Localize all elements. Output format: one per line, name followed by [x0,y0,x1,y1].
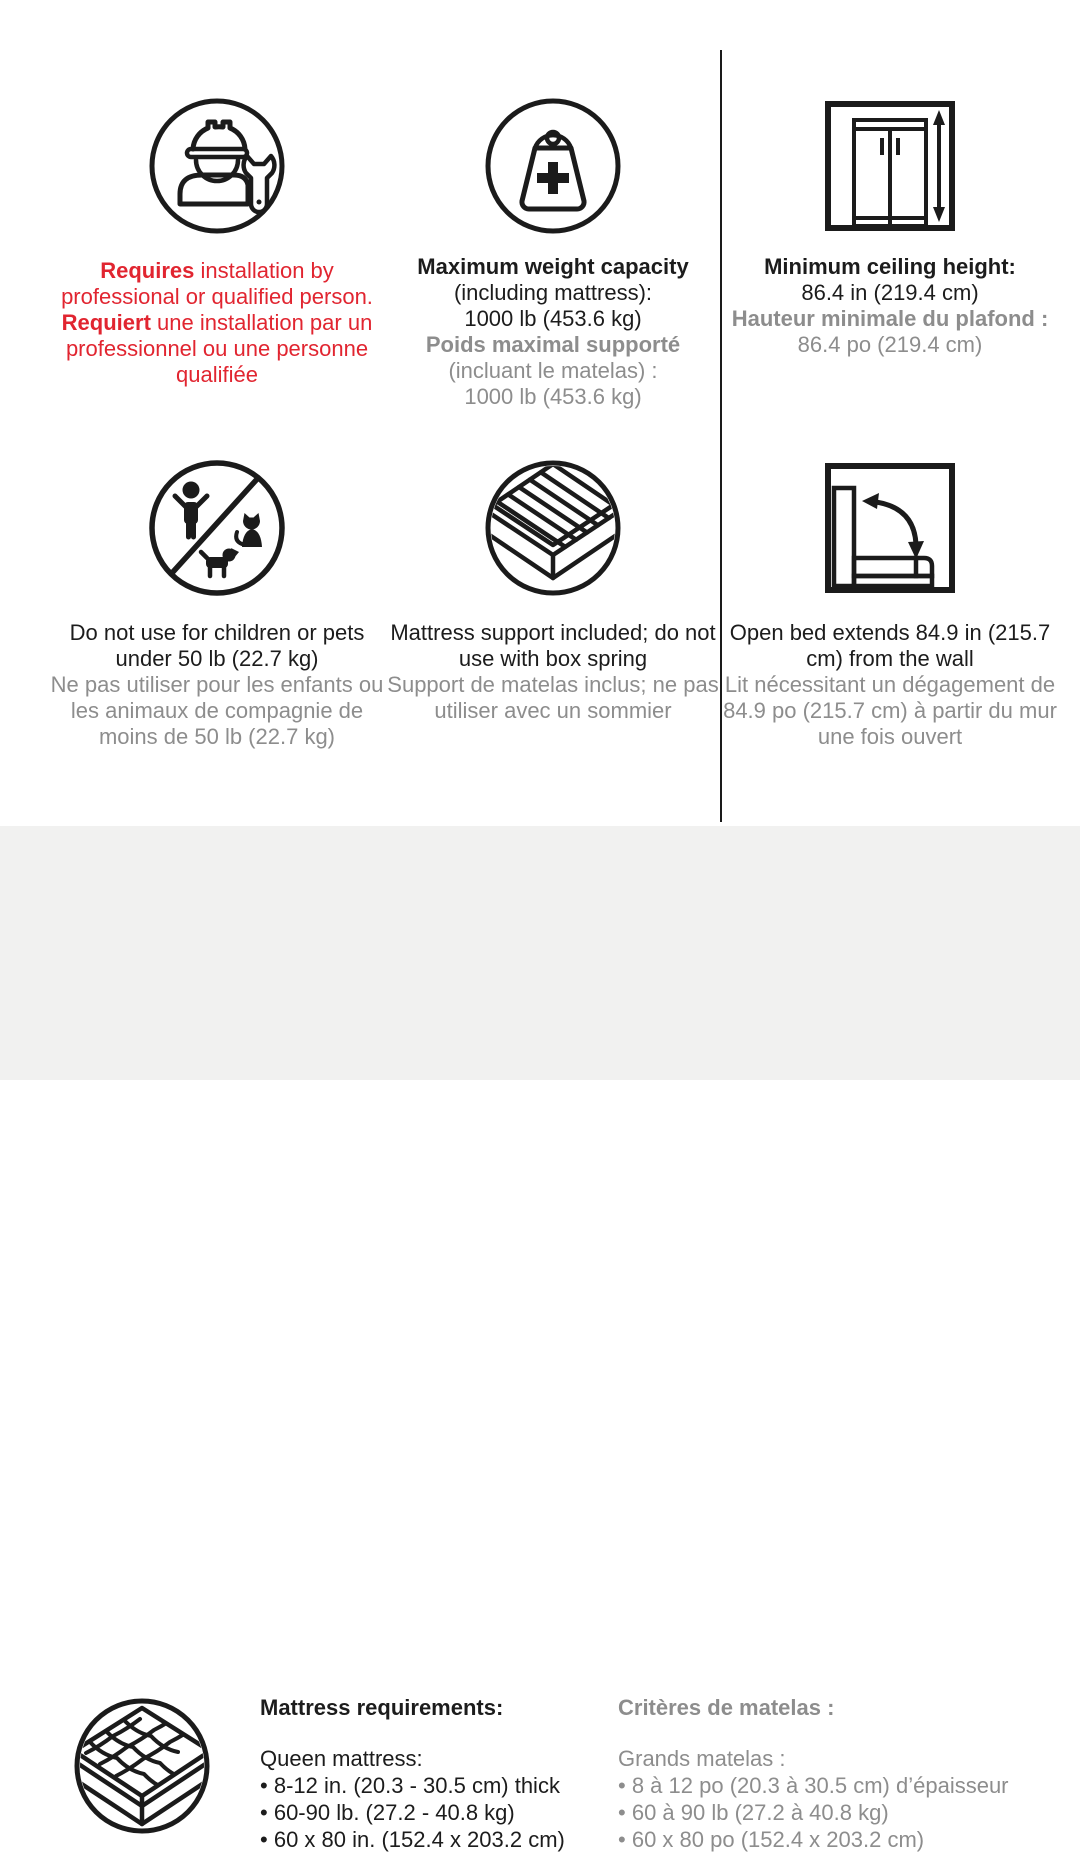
mattress-requirements-subtitle-en: Queen mattress: [260,1746,423,1771]
open-bed-text [712,620,1068,750]
weight-value-fr: 1000 lb (453.6 kg) [464,384,642,409]
ceiling-value-fr: 86.4 po (219.4 cm) [797,332,983,357]
mattress-requirements-band [0,826,1080,1852]
slatted-mattress-support-icon [382,458,724,598]
no-children-pets-icon [42,458,392,598]
list-item: • 8 à 12 po (20.3 à 30.5 cm) d’épaisseur [618,1772,1068,1799]
list-item: • 8-12 in. (20.3 - 30.5 cm) thick [260,1772,600,1799]
ceiling-height-block [712,96,1068,358]
mattress-requirements-en [260,1694,600,1853]
mattress-support-text-fr: Support de matelas inclus; ne pas utiliser avec un sommier [387,672,719,723]
mattress-support-text-en: Mattress support included; do not use with box spring [390,620,716,671]
weight-title-fr: Poids maximal supporté [425,332,681,357]
no-children-pets-block [42,458,392,772]
mattress-requirements-list-fr [618,1772,1068,1853]
tufted-mattress-icon [72,1696,212,1836]
installation-text-en: Requires installation by professional or qualified person. [61,258,373,309]
worker-hardhat-wrench-icon [42,96,392,236]
installation-text [42,258,392,388]
mattress-requirements-list-en [260,1772,600,1853]
no-children-pets-text-en: Do not use for children or pets under 50 lb (22.7 kg) [69,620,365,671]
weight-line2-fr: (incluant le matelas) : [448,358,658,383]
open-bed-text-fr: Lit nécessitant un dégagement de 84.9 po (215.7 cm) à partir du mur une fois ouvert [723,672,1057,749]
weight-title-en: Maximum weight capacity [417,254,689,279]
requires-word: Requires [100,258,195,283]
weight-capacity-block [382,96,724,410]
mattress-requirements-title-en: Mattress requirements: [260,1695,504,1720]
ceiling-title-fr: Hauteur minimale du plafond : [731,306,1049,331]
mattress-requirements-fr [618,1694,1068,1853]
list-item: • 60 x 80 in. (152.4 x 203.2 cm) [260,1826,600,1853]
list-item: • 60 x 80 po (152.4 x 203.2 cm) [618,1826,1068,1853]
open-bed-text-en: Open bed extends 84.9 in (215.7 cm) from the wall [729,620,1051,671]
weight-line2-en: (including mattress): [453,280,653,305]
open-bed-extension-block [712,458,1068,772]
ceiling-value-en: 86.4 in (219.4 cm) [801,280,979,305]
no-children-pets-text [42,620,392,750]
weight-value-en: 1000 lb (453.6 kg) [464,306,642,331]
ceiling-title-en: Minimum ceiling height: [764,254,1016,279]
open-wall-bed-icon [712,458,1068,598]
requiert-word: Requiert [61,310,151,335]
ceiling-height-arrow-icon [712,96,1068,236]
installation-text-fr: Requiert une installation par un professionnel ou une personne qualifiée [61,310,373,387]
mattress-support-text [382,620,724,724]
no-children-pets-text-fr: Ne pas utiliser pour les enfants ou les animaux de compagnie de moins de 50 lb (22.7 kg) [50,672,384,749]
mattress-support-block [382,458,724,746]
installation-requirement-block [42,96,392,410]
mattress-requirements-title-fr: Critères de matelas : [618,1695,835,1720]
list-item: • 60 à 90 lb (27.2 à 40.8 kg) [618,1799,1068,1826]
mattress-requirements-subtitle-fr: Grands matelas : [618,1746,786,1771]
weight-plus-icon [382,96,724,236]
list-item: • 60-90 lb. (27.2 - 40.8 kg) [260,1799,600,1826]
